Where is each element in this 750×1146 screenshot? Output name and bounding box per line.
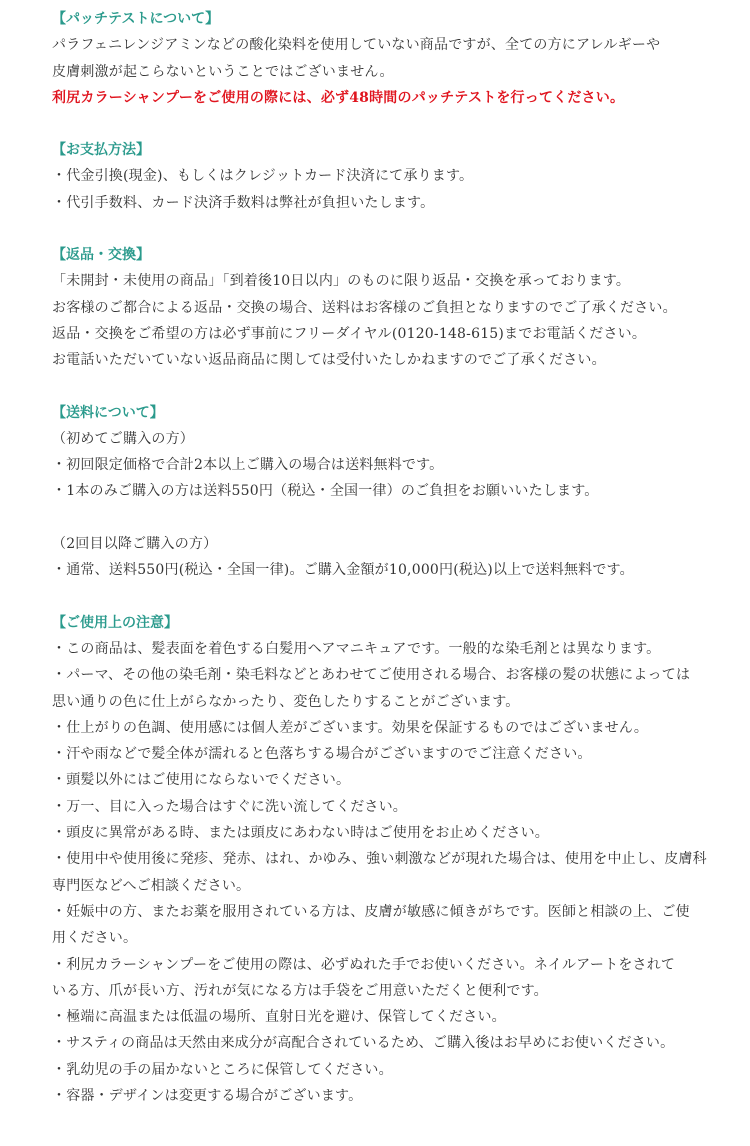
section-shipping xyxy=(52,400,698,584)
text-line: ・パーマ、その他の染毛剤・染毛料などとあわせてご使用される場合、お客様の髪の状態によっては xyxy=(52,667,691,684)
section-heading: 【送料について】 xyxy=(52,404,164,421)
text-line: いる方、爪が長い方、汚れが気になる方は手袋をご用意いただくと便利です。 xyxy=(52,982,548,999)
section-heading: 【パッチテストについて】 xyxy=(52,11,220,27)
text-line: 返品・交換をご希望の方は必ず事前にフリーダイヤル(0120-148-615)までお電話ください。 xyxy=(52,325,647,342)
text-line: パラフェニレンジアミンなどの酸化染料を使用していない商品ですが、全ての方にアレルギーや xyxy=(52,37,661,54)
section-precautions xyxy=(52,610,707,1110)
section-heading: 【お支払方法】 xyxy=(52,142,150,159)
text-line: ・初回限定価格で合計2本以上ご購入の場合は送料無料です。 xyxy=(52,457,444,474)
text-line: ・この商品は、髪表面を着色する白髪用ヘアマニキュアです。一般的な染毛剤とは異なります。 xyxy=(52,640,661,657)
text-line: （2回目以降ご購入の方） xyxy=(52,536,218,553)
section-patch-test xyxy=(52,6,698,111)
text-line: 用ください。 xyxy=(52,930,138,947)
text-line: お客様のご都合による返品・交換の場合、送料はお客様のご負担となりますのでご了承ください。 xyxy=(52,299,677,316)
text-line: 専門医などへご相談ください。 xyxy=(52,877,251,894)
text-line: ・通常、送料550円(税込・全国一律)。ご購入金額が10,000円(税込)以上で送料無料です。 xyxy=(52,562,634,579)
text-line: ・乳幼児の手の届かないところに保管してください。 xyxy=(52,1061,393,1078)
text-line: ・使用中や使用後に発疹、発赤、はれ、かゆみ、強い刺激などが現れた場合は、使用を中止し、皮膚科 xyxy=(52,851,707,868)
patch-test-warning: 利尻カラーシャンプーをご使用の際には、必ず48時間のパッチテストを行ってください。 xyxy=(52,89,625,106)
text-line: 「未開封・未使用の商品」「到着後10日以内」のものに限り返品・交換を承っております。 xyxy=(52,273,631,290)
text-line: 思い通りの色に仕上がらなかったり、変色したりすることがございます。 xyxy=(52,693,520,710)
text-line: ・容器・デザインは変更する場合がございます。 xyxy=(52,1087,363,1104)
section-payment xyxy=(52,137,698,216)
text-line: ・頭皮に異常がある時、または頭皮にあわない時はご使用をお止めください。 xyxy=(52,825,549,842)
text-line: 皮膚刺激が起こらないということではございません。 xyxy=(52,63,394,80)
section-returns xyxy=(52,242,698,373)
text-line: ・妊娠中の方、またお薬を服用されている方は、皮膚が敏感に傾きがちです。医師と相談の上、ご使 xyxy=(52,903,690,920)
section-heading: 【ご使用上の注意】 xyxy=(52,614,178,631)
text-line: ・1本のみご購入の方は送料550円（税込・全国一律）のご負担をお願いいたします。 xyxy=(52,483,599,500)
spacer xyxy=(52,505,698,531)
text-line: ・万一、目に入った場合はすぐに洗い流してください。 xyxy=(52,798,407,815)
text-line: ・代引手数料、カード決済手数料は弊社が負担いたします。 xyxy=(52,194,435,211)
text-line: ・代金引換(現金)、もしくはクレジットカード決済にて承ります。 xyxy=(52,168,474,185)
text-line: ・頭髪以外にはご使用にならないでください。 xyxy=(52,772,351,789)
text-line: ・サスティの商品は天然由来成分が高配合されているため、ご購入後はお早めにお使いください。 xyxy=(52,1035,675,1052)
text-line: お電話いただいていない返品商品に関しては受付いたしかねますのでご了承ください。 xyxy=(52,352,606,369)
section-heading: 【返品・交換】 xyxy=(52,247,150,264)
text-line: （初めてご購入の方） xyxy=(52,430,194,447)
text-line: ・仕上がりの色調、使用感には個人差がございます。効果を保証するものではございません。 xyxy=(52,719,649,736)
text-line: ・利尻カラーシャンプーをご使用の際は、必ずぬれた手でお使いください。ネイルアートをされて xyxy=(52,956,676,973)
text-line: ・汗や雨などで髪全体が濡れると色落ちする場合がございますのでご注意ください。 xyxy=(52,746,592,763)
text-line: ・極端に高温または低温の場所、直射日光を避け、保管してください。 xyxy=(52,1009,506,1026)
